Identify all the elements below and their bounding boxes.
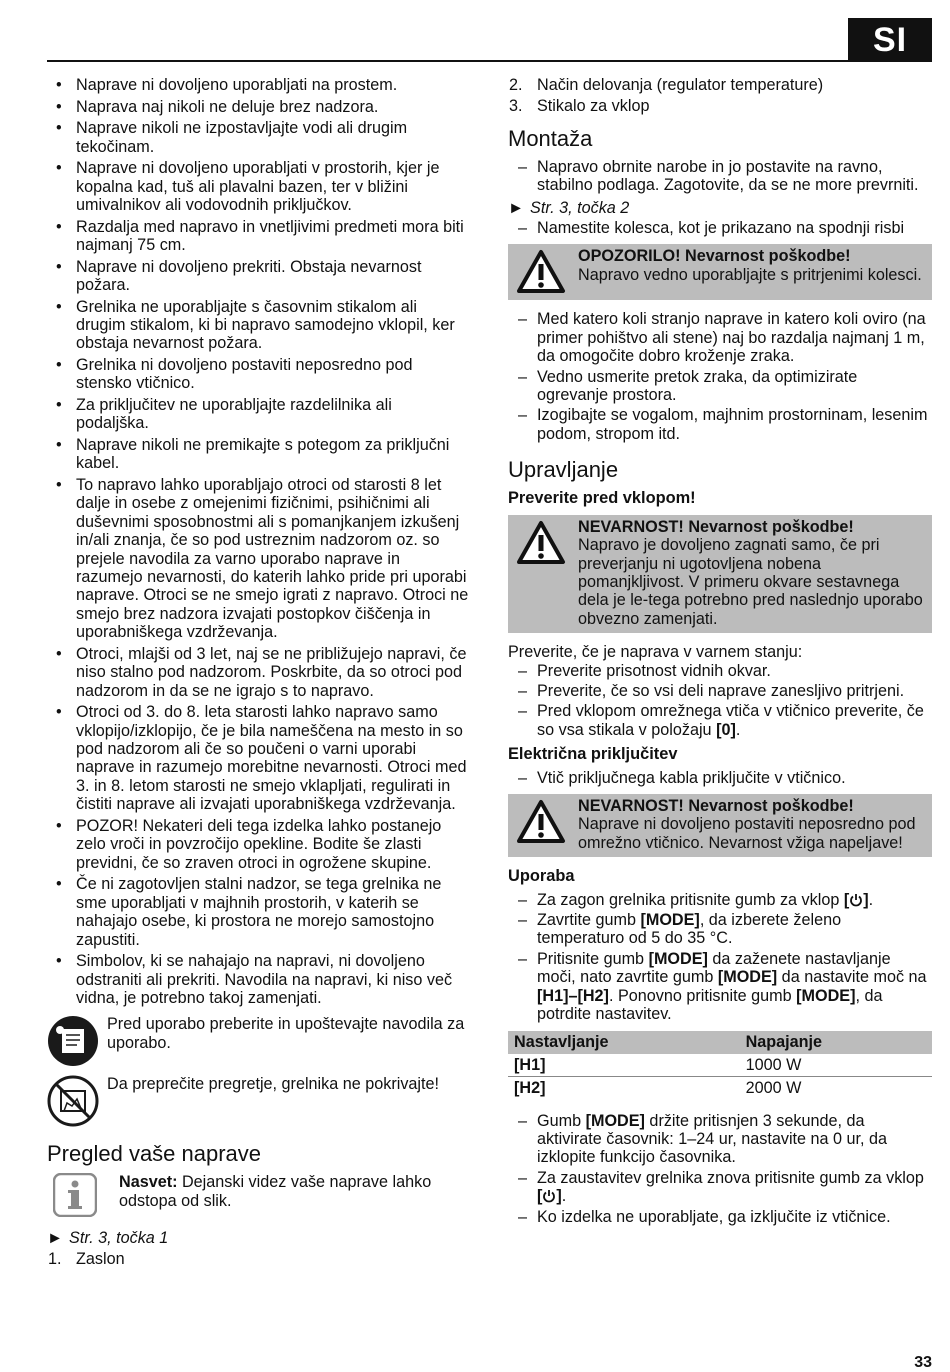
danger-box-2	[508, 794, 932, 857]
arrow-right-icon: ►	[47, 1229, 64, 1248]
list-item: – Namestite kolesca, kot je prikazano na spodnji risbi	[508, 219, 932, 237]
list-item: • Naprave nikoli ne izpostavljajte vodi ali drugim tekočinam.	[47, 119, 469, 156]
list-item: • Grelnika ni dovoljeno postaviti neposredno pod stensko vtičnico.	[47, 356, 469, 393]
table-cell: [H2]	[508, 1077, 740, 1100]
header-rule	[47, 60, 931, 62]
list-item: • Otroci, mlajši od 3 let, naj se ne približujejo napravi, če niso stalno pod nadzorom. Poskrbite, da so otroci pod nadzorom in da se ne igrajo s to napravo.	[47, 645, 469, 700]
info-icon	[53, 1173, 97, 1217]
list-item: • Otroci od 3. do 8. leta starosti lahko napravo samo vklopijo/izklopijo, če je bila nameščena na mesto in so pod nadzorom ali če so poučeni o varni uporabi naprave in razumejo morebitne nevarnosti. Otroci med 3. in 8. letom starosti ne smejo vklapljati, regulirati in čistiti naprave ali izvajati uporabniškega vzdrževanja.	[47, 703, 469, 813]
language-tab: SI	[848, 18, 932, 62]
list-item: – Preverite, če so vsi deli naprave zanesljivo pritrjeni.	[508, 682, 932, 700]
list-item: • Naprave nikoli ne premikajte s potegom za priključni kabel.	[47, 436, 469, 473]
table-cell: [H1]	[514, 1055, 546, 1074]
list-item: – Med katero koli stranjo naprave in katero koli oviro (na primer pohištvo ali stene) naj bo razdalja najmanj 1 m, da omogočite dobro kroženje zraka.	[508, 310, 932, 365]
list-text: Način delovanja (regulator temperature)	[537, 76, 824, 94]
power-table	[508, 1031, 932, 1099]
safety-list	[47, 76, 469, 1007]
list-item: – Vedno usmerite pretok zraka, da optimizirate ogrevanje prostora.	[508, 368, 932, 405]
symbol-read-text: Pred uporabo preberite in upoštevajte navodila za uporabo.	[107, 1015, 465, 1052]
warning-title: OPOZORILO! Nevarnost poškodbe!	[578, 247, 851, 266]
montaza-list-2	[508, 219, 932, 237]
danger-title: NEVARNOST! Nevarnost poškodbe!	[578, 517, 854, 536]
list-number: 3.	[509, 97, 523, 116]
list-item: – Za zaustavitev grelnika znova pritisnite gumb za vklop [ ].	[508, 1169, 932, 1206]
check-list-3	[508, 702, 932, 739]
list-text: Zaslon	[76, 1249, 125, 1268]
list-item: – Napravo obrnite narobe in jo postavite na ravno, stabilno podlaga. Zagotovite, da se ne more prevrniti.	[508, 158, 932, 195]
list-item: – Ko izdelka ne uporabljate, ga izključite iz vtičnice.	[508, 1208, 932, 1226]
danger-title: NEVARNOST! Nevarnost poškodbe!	[578, 796, 854, 815]
note-text: Nasvet: Dejanski videz vaše naprave lahko odstopa od slik.	[119, 1173, 432, 1210]
montaza-heading: Montaža	[508, 125, 593, 151]
list-item: – Za zagon grelnika pritisnite gumb za vklop [ ].	[508, 891, 932, 909]
arrow-right-icon: ►	[508, 198, 525, 217]
list-item: • Razdalja med napravo in vnetljivimi predmeti mora biti najmanj 75 cm.	[47, 218, 469, 255]
list-item	[508, 97, 932, 115]
check-list	[508, 662, 932, 701]
warning-text: Napravo vedno uporabljajte s pritrjenimi kolesci.	[578, 265, 922, 284]
check-heading: Preverite pred vklopom!	[508, 489, 696, 508]
list-item: • Grelnika ne uporabljajte s časovnim stikalom ali drugim stikalom, ki bi napravo samodejno vklopil, ker obstaja nevarnost požara.	[47, 298, 469, 353]
montaza-list-1	[508, 158, 932, 195]
use-heading: Uporaba	[508, 867, 575, 886]
parts-list	[47, 1250, 469, 1268]
list-item: • Naprava naj nikoli ne deluje brez nadzora.	[47, 98, 469, 116]
figure-reference-2: ► Str. 3, točka 2	[508, 198, 630, 217]
danger-text: Napravo je dovoljeno zagnati samo, če pri preverjanju ni ugotovljena nobena pomanjkljivost. V primeru okvare sestavnega dela je le-tega potrebno pred naslednjo uporabo obvezno zamenjati.	[578, 536, 923, 628]
list-number: 1.	[48, 1249, 62, 1268]
symbol-do-not-cover	[47, 1075, 469, 1127]
table-cell: 1000 W	[745, 1055, 802, 1074]
check-intro: Preverite, če je naprava v varnem stanju:	[508, 643, 803, 662]
parts-list-continued	[508, 76, 932, 116]
list-item: • Simbolov, ki se nahajajo na napravi, ni dovoljeno odstraniti ali prekriti. Navodila na napravi, ki niso več vidna, je potrebno takoj zamenjati.	[47, 952, 469, 1007]
warning-triangle-icon	[516, 520, 566, 566]
electric-heading: Električna priključitev	[508, 745, 678, 764]
list-text: Stikalo za vklop	[537, 97, 650, 116]
table-cell: 2000 W	[740, 1077, 932, 1100]
upravljanje-heading: Upravljanje	[508, 457, 619, 483]
electric-list	[508, 769, 932, 787]
table-row	[508, 1077, 932, 1100]
power-icon	[542, 1189, 556, 1203]
read-manual-icon	[47, 1015, 99, 1067]
list-item: • Za priključitev ne uporabljajte razdelilnika ali podaljška.	[47, 396, 469, 433]
list-item: • To napravo lahko uporabljajo otroci od starosti 8 let dalje in osebe z omejenimi fizičnimi, psihičnimi ali duševnimi sposobnostmi ali s pomanjkanjem izkušenj in/ali znanja, če so pod ustreznim nadzorom oz. so prejele navodila za varno uporabo naprave in razumejo nevarnosti, do katerih lahko pride pri uporabi naprave. Otroci se ne smejo igrati z napravo. Otroci ne smejo brez nadzora izvajati postopkov čiščenja in uporabniškega vzdrževanja.	[47, 476, 469, 642]
list-item: • Naprave ni dovoljeno uporabljati na prostem.	[47, 76, 469, 94]
danger-box-1	[508, 515, 932, 633]
warning-box	[508, 244, 932, 300]
left-column	[47, 76, 469, 1271]
figure-reference-1: ► Str. 3, točka 1	[47, 1229, 169, 1248]
list-item: – Gumb [MODE] držite pritisnjen 3 sekunde, da aktivirate časovnik: 1–24 ur, nastavite na 0 ur, da izklopite funkcijo časovnika.	[508, 1112, 932, 1167]
montaza-list-3	[508, 310, 932, 443]
table-header: Nastavljanje	[508, 1031, 740, 1053]
list-item	[508, 76, 932, 94]
list-item: • POZOR! Nekateri deli tega izdelka lahko postanejo zelo vroči in povzročijo opekline. Bodite še zlasti previdni, če so zraven otroci in ogrožene skupine.	[47, 817, 469, 872]
do-not-cover-icon	[47, 1075, 99, 1127]
use-list-1	[508, 891, 932, 1024]
list-item: • Naprave ni dovoljeno uporabljati v prostorih, kjer je kopalna kad, tuš ali plavalni bazen, ter v bližini umivalnikov ali vodovodnih priključkov.	[47, 159, 469, 214]
list-item: – Izogibajte se vogalom, majhnim prostorninam, lesenim podom, stropom itd.	[508, 406, 932, 443]
symbol-read-manual	[47, 1015, 469, 1067]
overview-heading: Pregled vaše naprave	[47, 1141, 262, 1167]
use-list-2	[508, 1112, 932, 1226]
symbol-cover-text: Da preprečite pregretje, grelnika ne pokrivajte!	[107, 1075, 440, 1094]
list-item: • Če ni zagotovljen stalni nadzor, se tega grelnika ne sme uporabljati v majhnih prostorih, v katerih se nahajajo osebe, ki prostora ne morejo samostojno zapustiti.	[47, 875, 469, 949]
list-item: – Pred vklopom omrežnega vtiča v vtičnico preverite, če so vsa stikala v položaju [0].	[508, 702, 932, 739]
warning-triangle-icon	[516, 249, 566, 295]
power-icon	[849, 893, 863, 907]
warning-triangle-icon	[516, 799, 566, 845]
list-item: – Vtič priključnega kabla priključite v vtičnico.	[508, 769, 932, 787]
list-number: 2.	[509, 76, 523, 94]
list-item: – Pritisnite gumb [MODE] da zaženete nastavljanje moči, nato zavrtite gumb [MODE] da nastavite moč na [H1]–[H2]. Ponovno pritisnite gumb [MODE], da potrdite nastavitev.	[508, 950, 932, 1024]
table-row	[508, 1054, 932, 1077]
right-column	[508, 76, 932, 1228]
note-box	[47, 1173, 469, 1217]
table-header: Napajanje	[740, 1031, 932, 1053]
list-item	[47, 1250, 469, 1268]
list-item: – Preverite prisotnost vidnih okvar.	[508, 662, 932, 680]
danger-text: Naprave ni dovoljeno postaviti neposredno pod omrežno vtičnico. Nevarnost vžiga napeljave!	[578, 815, 916, 852]
list-item: • Naprave ni dovoljeno prekriti. Obstaja nevarnost požara.	[47, 258, 469, 295]
page-number: 33	[914, 1354, 932, 1371]
list-item: – Zavrtite gumb [MODE], da izberete želeno temperaturo od 5 do 35 °C.	[508, 911, 932, 948]
